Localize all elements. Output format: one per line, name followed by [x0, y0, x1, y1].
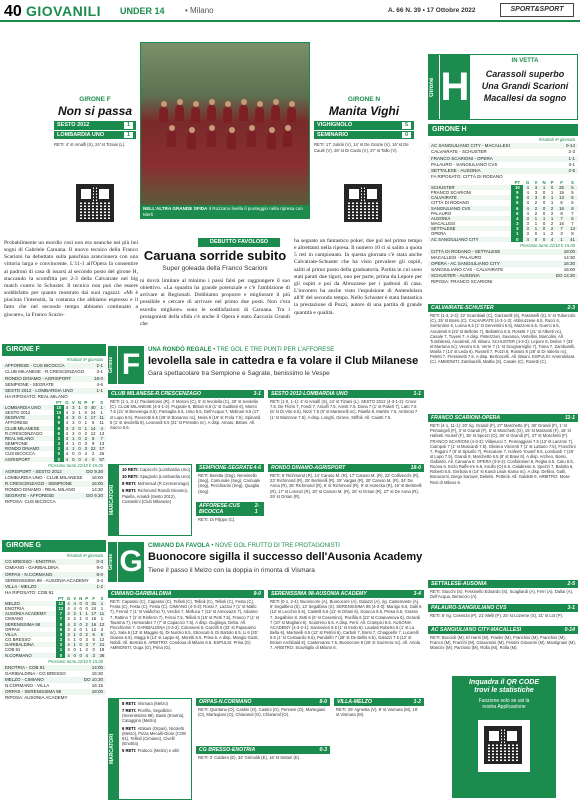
city-label: • Milano — [185, 6, 214, 15]
band-subtitle: Gara spettacolare tra Sempione e Sagrate, benissimo le Vespe — [148, 370, 330, 377]
table-row: ENOTRIA 12 4 4 0 0 24 1 — [5, 606, 104, 612]
table-row: VILLA 3 3 1 0 2 6 6 — [2, 632, 106, 637]
scorers-label: MARCATORI — [109, 699, 119, 799]
match-report: SESTO 2012-LOMBARDIA UNO 1-1 RETI (1-0, 1-1): 4' st Amalfi (S), 24' st Tiziani (L). SESTO 2012 (4-3-1-2): Croce 7.5, De Florio 7, Fondi 7, Amalfi 7.5, Aresti 7.5, Dona 7 (1' st Palieri 7), Lato 7.5 (6' st Di Vito 6.5), Nizzi 7.5 (8' st Martenelli nc), Paiella 8, Martire 7.5, Ambrosi 7 (1' st Mazzone 7.5). A disp. Longhi, Girone, Stiffoli. All. Caiotti 7.5. — [268, 390, 424, 462]
table-row: FRANCO SCARIONI 9 4 3 0 1 19 5 — [431, 190, 574, 196]
girone-vertical-label: Girone — [429, 55, 439, 119]
table-row: LOMBARDIA UNO 10 4 3 1 0 40 1 — [2, 405, 106, 410]
next-match-row: N.CORMANO - VILLA 16:15 — [5, 682, 103, 688]
match-report: CIMIANO-GARIBALDINA 9-0 RETI: Capasso (C), Capasso (C), Tellioli (C), Tellioli (C), Tellioli (C), Festa (C), Festa (C), Festa (C), Festa (C). CIMIANO (4-3-3): Rossi 7, Lazzai 7 (1' st Mallo 7), Ferrod 7 (1' st Valdichio 7), Verdini 7, Molluca 7 (12' st Annovazzi 7), Adanno 7, Rattino 7 (1' st Rinferro 7), Ferrai 7.5, Tellioli 8 (15' st Petti 7.5), Franco 7 (1' st Tavarna 7), Hernandez 7 (7' st Capaccio 7.5). A disp. Gugliega, Deba. All. Flecchiorini 7. GARIBALDINA (4-3-3): Colonnesi 6, Cazzilli 6 (32' st Pajoauerio nc), Sala 6 (13' st Maggini 6), Di Nunzio 6.5, Stroncati 6, Di Bartolo 6.5, Li 6 (25' Giaena 6.5), Maggi 6 (14' st Lappo 6), Moretti 6.5, Prina 6. A disp. Mangio Gusti, Nobili. All. Bertola 6. ARBITRO: Condoua di Milano 6.5. ESPULSI: Prina (G). AMMONITI: Guga (G), Prina (G). — [108, 590, 264, 694]
standings-title: GIRONE F — [2, 344, 106, 356]
girone-f-band — [108, 346, 424, 384]
next-match-row: AGRISPORT - SESTO 2012 DO 9.30 — [2, 469, 106, 475]
table-row: PALAURO 6 4 2 0 2 8 7 — [431, 210, 574, 216]
next-round-label: Prossimo turno 22/10 h 15.00 — [48, 658, 103, 664]
table-row: AGRISPORT 0 4 0 0 4 0 57 — [2, 457, 106, 462]
table-row: OPERA 1 3 0 1 2 3 8 — [431, 231, 574, 237]
table-row: SEMPIONE 3 4 1 0 3 9 13 — [5, 441, 105, 447]
standings-table: PT G V N P F S SCHUSTER 10 4 3 1 0 25 5 FRANCO SCARIONI 9 4 3 0 1 19 5 CALVAIRATE 9 4 3 0 1 13 6 CITTÀ DI RODANO 6 3 2 0 1 6 5 SANGIULIANO CVS 6 4 2 0 2 16 8 PALAURO 6 4 2 0 2 8 7 AUSONIA 4 3 1 1 1 7 6 MACALLESI 3 3 1 0 2 16 7 SETTALESE 3 3 1 0 2 7 13 OPERA 1 3 0 1 2 3 8 AC SANGIULIANO CITY 0 4 0 0 4 1 41 — [428, 180, 578, 242]
round-label: Risultati 4ª giornata — [538, 137, 575, 143]
table-row: SCHUSTER 10 4 3 1 0 25 5 — [428, 185, 578, 190]
result-row: SEMPIONE - SEGRATE 4-6 — [5, 381, 103, 387]
standings-title: GIRONE G — [2, 540, 106, 552]
girone-vertical-label: Girone — [108, 346, 117, 384]
girone-f-standings — [2, 344, 106, 534]
match-row: SESTO 2012 1 — [54, 121, 136, 131]
scorer-row: 7 RETI: Pioriña, Segalbino (Serenissima 98), Bassi (Enotria), Cataggino (Melzo) — [122, 708, 185, 724]
girone-letter: F — [118, 346, 144, 384]
table-row: COB 91 1 3 0 1 2 0 18 — [5, 647, 105, 653]
table-row: CITTÀ DI RODANO 6 3 2 0 1 6 5 — [431, 200, 574, 206]
next-match-row: LOMBARDIA UNO - CLUB MILANESE 16:00 — [5, 474, 103, 480]
match-row: SEMINARIO 0 — [314, 131, 414, 141]
next-round-list — [428, 249, 578, 285]
section-title: GIOVANILI — [26, 3, 102, 19]
scorer-row: 5 RETI: Fratucci (Melzo) e altri — [122, 748, 180, 753]
table-row: R.CRESCENZAGO 6 4 2 0 2 12 13 — [5, 430, 105, 436]
table-row: AUSONIA 4 3 1 1 1 7 6 — [428, 216, 578, 221]
match-report: SEMPIONE-SEGRATE 4-6 RETI: Beretta (Seg), Nenninello (Seg), Comunale (Seg), Carnuale (Seg), Pecchiarini (Seg), Quaglia (Seg). — [196, 464, 264, 500]
girone-f-tag: GIRONE F — [79, 96, 111, 103]
result-row: SETTALESE - AUSONIA 2-5 — [428, 168, 578, 174]
match-report: ORPAS-N.CORMANO 8-0 RETI: Quintana (O), Castini (O), Castini (O), Pennesi (O), Martegiani (O), Martegiani (O), Chiaranol (O), Chiaranol (O). — [196, 698, 330, 742]
next-match-row: ORPAS - SERENISSIMA 98 18:00 — [2, 689, 106, 695]
table-row: SERENISSIMA 98 6 4 2 0 2 16 12 — [2, 622, 106, 627]
match-report: FRANCO SCARIONI-OPERA 11-1 RETI (4-1, 11-1): 20' rig. Grandi (F), 27' Marchetto (F), 30' Grandi (F), 1' st Pentangeli (F), 3' st Grandi (F), 5' st Moschetti (O), 15' st Marzanti (F), 16' st Hafeeb Yousef (F), 35' st Spezzi (O), 38' st Grandi (F), 37' st Moschetti (F). FRANCO SCARIONI (4-3-3): Villanucci 7, Pennaggiani 7.5 (12' st Lanzoni 7), Ciampoli 7 (1' st Muscardi 7.5), Oliviera Vincenti 7 (1' st Luttario 7.5), Franchini 7, Pagani 7 (9' st Spiurilo 7), Pescatore 7, Hafeeb Yousef 8.5, Lombardi 7 (25' st Lupo 7.5), Grandi 9, Marchetto 6.5 (8' st Bravi 8). A disp. Archeo, Bossi, Gallardo. All. Caruana 8. OPERA (3-5-2): Confalonieri 6, Reglia 6.5, Caru 6.5, Ruona 6, Enzo Raffe-Ire 6.5, Inrullo (O) 6.5, Calabrese 6, Spezzi 7, Balotta 6, Roberti 6.5, Gerbola 6 (14' st Kandi Lisuk Kama nc). A disp. Dellino, Galli, Bonacorni, Diego Samuel, Delielsi, Pettiroli. All. Galdetti 6. ARBITRO: Mose Rosi di Milano 6. — [428, 414, 578, 578]
match-report: AFFORESE-CUS BICOCCA 2-1 RETI: Di Filippo (C). — [196, 502, 264, 532]
next-match-row: MELZO - CIMIANO DO 10.30 — [2, 677, 106, 683]
qr-code-icon[interactable] — [484, 726, 522, 764]
scorer-row: 8 RETI: Mohmoud (R.Crescenzago) — [122, 481, 190, 487]
scorers-list — [122, 467, 191, 506]
band-line: Macallesi da sogno — [483, 93, 567, 103]
scorer-row: 6 RETI: Attisani (Orpas), Nicoletti (Melzo), Pizza Mecalli-Giore (COB 91), Tellioli (Cimiano), Civelli (Enotria) — [122, 725, 186, 746]
band-kicker: CIMIANO DA FAVOLA • NOVE GOL FRUTTO DI TRE PROTAGONISTI — [148, 543, 340, 549]
page-number: 40 — [4, 3, 22, 20]
band-line: Una Grandi Scarioni — [481, 81, 569, 91]
result-row: HA RIPOSATO: COB 91 — [5, 589, 54, 595]
scorer-row: 10 RETI: Spagnolo (Lombardia Uno) — [122, 474, 191, 480]
match-report: CALVAIRATE-SCHUSTER 2-3 RETI (1-3, 2-3): 22' Scambiati (C), Garzarelli (S), Passinelli (S), 5' st Tubercolo (C), 25' st Bossi (C). CALVAIRATE (4-3-1-2): Abbruzzese 6.5, Rucci 6, Sorrentino 6, Lunna 6.5 (1' st Serventini 6.5), Mazzoni 6.5, Guerci 6.5, Ancalenti 6 (22' st Bellotto 7), Bellatrino 6.5, Rosetti 7 (21' st Alberti nc), Casale 7, Tuvesi 7. A disp. Pisterzzari, Savanoa, Vertellini, Marcolini. All. Tumbilessi, Ancalenti. All. Bisani. SCHUSTER (4-3-3): Lepore 8, Deiloe 7 (33' st Martuna nc), Vecero 6.5, Verre 7 (1' st Scognamiglio 7), Toma 7, Zambarelli, Marila 7 (14' st Leda 6), Russell 7, Pozzi 8, Russini 8 (28' st Di Valerio nc), Peletti 7. Fressinetti 7.5. A disp. Bertoncelli. All. Bisani. ESPULSI: Amendolara (C). AMMONITI: Zambarelli, Mattia (S), Casale (C), Rosetti (C). — [428, 304, 578, 412]
band-line: Carassoli superbo — [485, 69, 565, 79]
table-row: GARIBALDINA 3 4 1 0 3 7 21 — [2, 642, 106, 647]
round-label: Risultati 4ª giornata — [66, 357, 103, 363]
scorers-box — [108, 698, 192, 800]
result-row: SESTO 2012 - LOMBARDIA UNO 1-1 — [2, 388, 106, 394]
promo-line: Funzione solo se usi la — [478, 697, 530, 704]
goals-text: RETI: 17' Juticki (V), 14' st De Grazie (V), 16' st De Caulé (V), 28' st Di Caolo (V), 37' st Tallo (V). — [314, 142, 409, 153]
next-match-row: RIPOSA: AUSONIA ACADEMY — [5, 695, 68, 701]
girone-letter: G — [118, 542, 144, 582]
table-row: SEGRATE 9 4 3 0 1 17 11 — [2, 415, 106, 420]
table-row: CG BRESSO 3 4 1 0 3 5 12 — [5, 637, 105, 643]
next-round-list — [2, 665, 106, 701]
results-list — [2, 559, 106, 595]
next-match-row: OPERA - AC SANGIULIANO CITY 16:30 — [428, 261, 578, 267]
scorers-box — [108, 464, 192, 536]
table-row: SETTALESE 3 3 1 0 2 7 13 — [428, 226, 578, 231]
girone-n-headline: Manita Vighi — [328, 103, 400, 118]
next-match-row: SEGRATE - AFFORESE DO 9.30 — [2, 493, 106, 499]
match-report: SETTALESE-AUSONIA 2-5 RETI: Stucchi (S), Fessinello Edoardo (S), Scagliardi (A), Ferri (A), Dallai (A), Dell'Acqua, Bertuccio (A). — [428, 580, 578, 602]
app-promo[interactable] — [452, 676, 556, 798]
results-list — [2, 363, 106, 399]
match-report: CG BRESSO-ENOTRIA 0-3 RETI: 2' Caldera (E), 32' Grimoldi (E), 16' st Settari (E). — [196, 746, 330, 782]
standings-table: PT G V N P F S MELZO 12 4 4 0 0 31 1 ENOTRIA 12 4 4 0 0 24 1 AUSONIA ACADEMY 7 4 2 1 1 17 11 CIMIANO 7 3 2 1 0 15 1 SERENISSIMA 98 6 4 2 0 2 16 12 ORPAS 6 3 2 0 1 12 3 VILLA 3 3 1 0 2 6 6 CG BRESSO 3 4 1 0 3 5 12 GARIBALDINA 3 4 1 0 3 7 21 COB 91 1 3 0 1 2 0 18 N.CORMANO 0 4 0 0 4 3 36 — [2, 596, 106, 658]
next-match-row: MACALLESI - PALAURO 14:30 — [431, 254, 575, 260]
next-match-row: SANGIULIANO CVS - CALVAIRATE 15:00 — [431, 266, 575, 272]
article-title: Caruana sorride subito — [143, 248, 287, 263]
team-photo — [140, 42, 310, 219]
scorers-label: MARCATORI — [109, 465, 119, 535]
table-row: MELZO 12 4 4 0 0 31 1 — [2, 601, 106, 606]
next-match-row: R.CRESCENZAGO - SEMPIONE 16:00 — [2, 481, 106, 487]
result-row: PALAURO - SANGIULIANO CVS 3-1 — [431, 161, 575, 167]
match-report: SERENISSIMA 98-AUSONIA ACADEMY 3-4 RETI (0-1, 2-4): Buonocore (A), Buonocore (A), Galazzi (A), rig. Castemanto (A), 8' Segalbino (S), 13' Segalbino (S). SERENISSIMA 98 (4-3-3): Manigo 6.5, Galli 6 (12' st Lecchio 6.5), Castelli 6.5 (12' st Orlani 6), Sciacca 6.5, Presa 6.5, Grasso 7, Segalbino 8, Zetti 6 (6' st Cosentino), Pacifila 6 (22' st Cotanamova 6), Gerardi 7 (10' st Magliani 6), Sciarreno 6.5. A disp. Ferri. All. Crampici 6.5. AUSONIA ACADEMY (4-3-2-1): Sansovieri 6.5 (1' st Iredo 6), Laudati Roberto 6 (1' st La Bella 6), Martinelli 6.5 (12' st Petrini 6), Carboli 7, Borsi 7, Chiappello 7, Lucarelli 6.5 (1' st Custuardo 6.5), Pandolfo 7 (28' st De Bellis 6.5), Galazzi 7.5 (12' st Brown Archibald 6), Castemanto 7.5, Buonocore 8 (25' st Guerrera nc). All. Ariola 7. ARBITRO: Scavitiglio di Milano 6. — [268, 590, 424, 694]
scorers-list — [122, 701, 191, 755]
article-kicker: DEBUTTO FAVOLOSO — [198, 238, 280, 247]
result-row: VILLA - MELZO 1-2 — [2, 584, 106, 590]
match-report: VILLA-MELZO 1-2 RETI: 25' Agnesta (V), 8' st Vismara (M), 19' st Vismara (M). — [334, 698, 424, 742]
match-report: CLUB MILANESE-R.CRESCENZAGO 3-1 RETI (1-1, 3-1): Paolantonio (R), 4' Moroni (C), 5' st Ievolella (C), 20' st Ievolella (C). CLUB MILANESE (4-3-1-2): Pugnale 6, Bittoni 6.5 (1' st Gualtieri 6), Morini 7.5 (21' st Benvenga 6.5), Pantaglia 6.5, Urso 6.5, Dell'Acqua 7, Molinari 6.5 (17' st Lupo 6.5), Pacerotti 6.5 (28' st Bonanno nc), Neira 6 (19' st Frola 7.5), Spinardi 8 (1' st Ievolella 8), Leonardi 6.5 (31' st Presotto nc). A disp. Amato, Bittoni. All. Sacco 6.5. — [108, 390, 264, 462]
band-label: IN VETTA — [511, 58, 539, 64]
next-round-list — [2, 469, 106, 505]
girone-h-band — [428, 54, 578, 120]
next-match-row: SCHUSTER - AUSONIA DO 14:30 — [428, 273, 578, 279]
band-kicker: UNA RONDÒ REGALE • TRE GOL E TRE PUNTI PER L'AFFORESE — [148, 347, 335, 353]
next-match-row: RIPOSA: FRANCO SCARIONI — [431, 279, 493, 285]
issue-info: A. 66 N. 39 • 17 Ottobre 2022 — [388, 7, 476, 14]
match-row: LOMBARDIA UNO 1 — [54, 131, 136, 141]
qr-code-icon[interactable] — [76, 184, 114, 222]
result-row: CIMIANO - GARIBALDINA 9-0 — [5, 565, 103, 571]
result-row: RONDO DINAMO - AGRISPORT 18-0 — [2, 376, 106, 382]
next-match-row: ENOTRIA - COB 91 14:00 — [2, 665, 106, 671]
result-row: CLUB MILANESE - R.CRESCENZAGO 3-1 — [5, 369, 103, 375]
result-row: FA RIPOSATO: CITTÀ DI RODANO — [431, 173, 503, 179]
girone-n-tag: GIRONE N — [347, 96, 381, 103]
standings-title: GIRONE H — [428, 124, 578, 136]
promo-line: trovi le statistiche — [474, 687, 534, 695]
band-subtitle: Tiene il passo il Melzo con la doppia in rimonta di Vismara — [148, 567, 315, 574]
table-row: AFFORESE 9 4 3 0 1 6 11 — [5, 420, 104, 426]
girone-f-headline: Non si passa — [57, 103, 133, 118]
girone-letter: H — [440, 55, 470, 119]
result-row: AFFORESE - CUS BICOCCA 2-1 — [2, 363, 106, 369]
girone-g-band — [108, 542, 424, 582]
next-round-label: Prossimo turno 22/10 h 15.00 — [48, 462, 103, 468]
scorer-row: 10 RETI: Capecchi (Lombardia Uno) — [122, 467, 190, 472]
article-body-right: ha segnato un fantastico poker, due gol nel primo tempo e altrettanti nella ripresa. Il numero 10 ci si salito a quota 5 reti in campionato. In questa giornata c'è stata anche Calvairate-Schuster che ha visto prevalere gli ospiti, saliti al primo posto della graduatoria. Partita in cui sono stati parati due rigori, uno per parte, prima da Lepore per gli ospiti e poi da Abruzzese per i padroni di casa. L'incontro ha anche visto l'espulsione di Amendolara all'8' del secondo tempo. Nello Schuster è stata fantastica la prestazione di Pozzi, autore di una partita di grande quantità e qualità. — [294, 238, 422, 316]
next-match-row: GARIBALDINA - CG BRESSO 15:30 — [5, 670, 103, 676]
table-row: CALVAIRATE 9 4 3 0 1 13 6 — [428, 195, 578, 200]
match-report: RONDO DINAMO-AGRISPORT 18-0 RETI: 6' Richmond (R), 14' Caruso M. (R), 17' Caruso M. (R), 22' Collivecchi (R), 23' Richmond (R), 25' Bertinelli (R), 29' Vargas (R), 30' Caruso M. (R), 34' De Anna (R), 35' Richmond (R), 6' st Richmond (R), 9' st Horecka (R), 15' st Bertinelli (R), 17' st Lorenzi (R), 20' st Caruso M. (R), 26' st Orsan (R), 27' st De Anna (R), 29' st Orsan (R). — [268, 464, 424, 534]
table-row: CIMIANO 7 3 2 1 0 15 1 — [5, 616, 104, 622]
girone-n-top-box — [314, 96, 414, 238]
table-row: RONDO DINAMO 3 4 1 0 3 22 17 — [2, 446, 106, 451]
table-row: CLUB MILANESE 6 3 2 0 1 14 4 — [2, 426, 106, 431]
article-subtitle: Super goleada della Franco Scarioni — [162, 265, 268, 272]
result-row: ORPAS - N.CORMANO 8-0 — [2, 572, 106, 578]
band-title: Ievolella sale in cattedra e fa volare il Club Milanese — [148, 355, 419, 367]
girone-f-top-box — [54, 96, 136, 238]
result-row: AC SANGIULIANO CITY - MACALLESI 0-14 — [428, 143, 578, 149]
category-label: UNDER 14 — [120, 6, 165, 16]
result-row: FRANCO SCARIONI - OPERA 1-1 — [428, 156, 578, 162]
next-match-row: RONDO DINAMO - REAL MILANO 14:30 — [5, 486, 103, 492]
scorer-row: 6 RETI: Richmond Rondò Dinamo), Paiella, Amaldi (Sesto 2012), Costantini (Club Milanese) — [122, 488, 189, 504]
result-row: CALVAIRATE - SCHUSTER 2-3 — [431, 149, 575, 155]
girone-vertical-label: Girone — [108, 542, 117, 582]
promo-line: Inquadra il QR CODE — [468, 679, 539, 686]
article-body-left: Probabilmente un esordio così non era neanche nei più bei sogni di Gabriele Caruana. Il nuovo tecnico della Franco Scarioni ha debuttato sulla panchina arancionera con una vittoria larga e convincente. L'11-1 all'Opera fa consentire ai padroni di casa di issarsi al secondo posto del girone H, staccando la scomfitta per 2-3 della Calvairate nel big match contro lo Schuster. Il tecnico non può che essere soddisfatto per quanto mostrato dai suoi ragazzi: «Mi è piaciuta l'intensità, la costanza che abbiamo espresso e il fatto che nel secondo tempo abbiamo continuato a giocare», la Franco Scario- — [4, 240, 138, 318]
table-row: AUSONIA ACADEMY 7 4 2 1 1 17 11 — [2, 611, 106, 616]
next-match-row: RIPOSA: CUS BICOCCA — [5, 499, 56, 505]
girone-h-results — [428, 124, 578, 300]
article-body-mid: ni dovrà limitare al minimo i passi falsi per raggiungere il suo obiettivo. «La squadra ha grande potenziale e c'è l'ambizione di arrivare ai Regionali. Dobbiamo proporre e migliorare il più possibile e cercare di arrivare nel primo due posti. Non c'era esordio migliore» sono le soddisfazioni di Caruana. Tra i protagonisti della sfida c'è anche il Opera è stato Zaccaria Grandi che — [140, 278, 290, 327]
girone-g-standings — [2, 540, 106, 802]
result-row: HA RIPOSATO: REAL MILANO — [5, 393, 68, 399]
match-row: VIGHIGNOLO 5 — [314, 121, 414, 131]
next-round-label: Prossimo turno 22/10 h 15.00 — [520, 242, 575, 248]
standings-table: PT G V N P F S LOMBARDIA UNO 10 4 3 1 0 40 1 SESTO 2012 10 4 3 1 0 24 1 SEGRATE 9 4 3 0 1 17 11 AFFORESE 9 4 3 0 1 6 11 CLUB MILANESE 6 3 2 0 1 14 4 R.CRESCENZAGO 6 4 2 0 2 12 13 REAL MILANO 3 3 1 0 2 6 7 SEMPIONE 3 4 1 0 3 9 13 RONDO DINAMO 3 4 1 0 3 22 17 CUS BICOCCA 0 4 0 0 4 2 26 AGRISPORT 0 4 0 0 4 0 57 — [2, 400, 106, 462]
table-row: AC SANGIULIANO CITY 0 4 0 0 4 1 41 — [428, 237, 578, 242]
table-row: MACALLESI 3 3 1 0 2 16 7 — [431, 221, 574, 227]
brand-logo: SPORT&SPORT — [500, 3, 574, 17]
table-row: SESTO 2012 10 4 3 1 0 24 1 — [5, 410, 103, 416]
table-row: REAL MILANO 3 3 1 0 2 6 7 — [2, 436, 106, 441]
photo-caption: NELL'ALTRA GRANDE SFIDA Il Rozzano livella il punteggio nella ripresa con Merli — [141, 205, 309, 218]
band-title: Buonocore sigilla il successo dell'Ausonia Academy — [148, 551, 423, 563]
table-row: N.CORMANO 0 4 0 0 4 3 36 — [2, 653, 106, 658]
promo-line: nostra Applicazione — [482, 703, 526, 710]
match-report: AC SANGIULIANO CITY-MACALLESI 0-14 RETI: Boccioli (M), El Hariri (M), Fowler (M), Franchini (M), Franchini (M), Franco (M), Franchi (M), Giovannini (M), Fessini Giovanni (M), Mantignani (M), Mancini (M), Parzioso (M), Rolla (M), Rolla (M). — [428, 626, 578, 672]
round-label: Risultati 4ª giornata — [66, 553, 103, 559]
next-match-row: CITTÀ DI RODANO - SETTALESE 18:00 — [428, 249, 578, 255]
result-row: CG BRESSO - ENOTRIA 0-3 — [2, 559, 106, 565]
table-row: CUS BICOCCA 0 4 0 0 4 2 26 — [5, 451, 105, 457]
match-report: PALAURO-SANGIULIANO CVS 3-1 RETI: 6' rig. Cosenza (P), 21' Melli (P), 25' st Lozerne (S), 31' st Lot (P). — [428, 604, 578, 624]
table-row: ORPAS 6 3 2 0 1 12 3 — [5, 626, 104, 632]
page-header — [0, 0, 580, 22]
result-row: SERENISSIMA 98 - AUSONIA ACADEMY 3-4 — [5, 577, 103, 583]
scorer-row: 8 RETI: Vismara (Melzo) — [122, 701, 168, 706]
table-row: SANGIULIANO CVS 6 4 2 0 2 16 8 — [428, 206, 578, 211]
results-list — [428, 143, 578, 179]
qr-code-icon[interactable] — [344, 184, 382, 222]
goals-text: RETI: 4' st Amalfi (S), 24' st Tiziani (L). — [54, 142, 126, 148]
